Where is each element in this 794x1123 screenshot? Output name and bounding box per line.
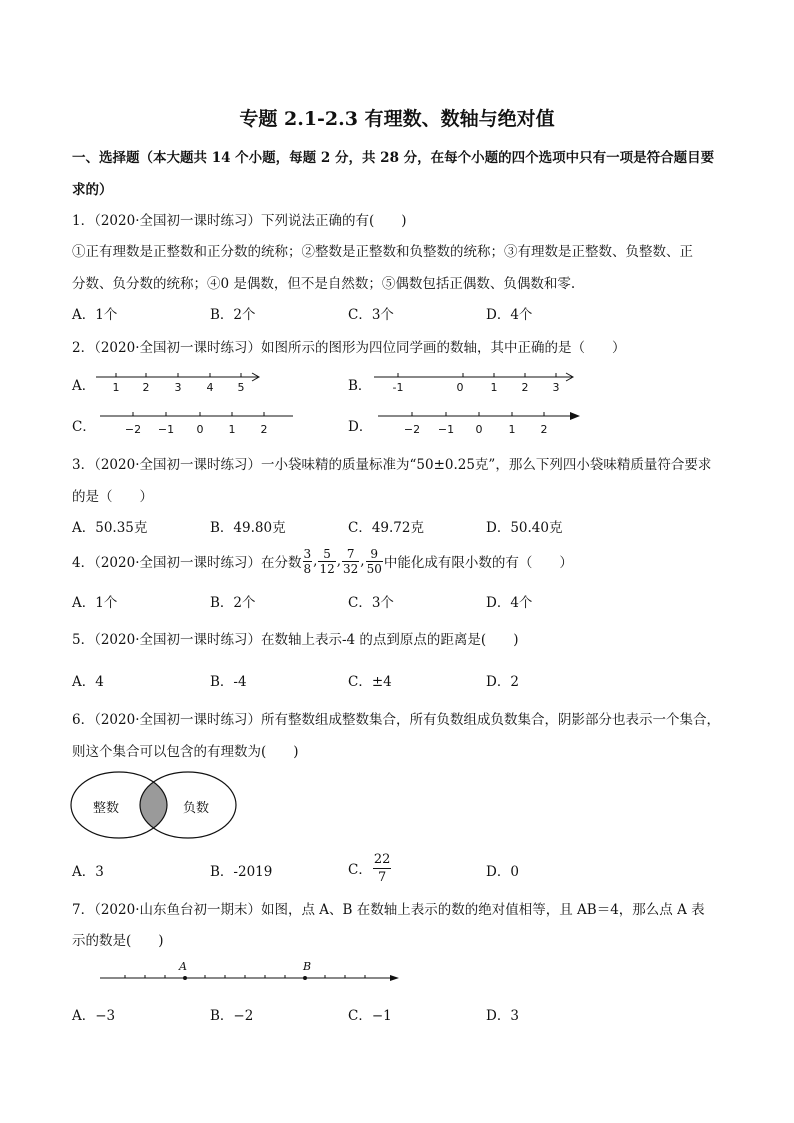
- q7-option-d[interactable]: D．3: [486, 1008, 519, 1024]
- q2-axis-c-tick: −1: [157, 423, 175, 436]
- q7-stem-line1: 7．（2020·山东鱼台初一期末）如图，点 A、B 在数轴上表示的数的绝对值相等，且 AB＝4，那么点 A 表: [72, 902, 705, 918]
- q4-stem: 4．（2020·全国初一课时练习）在分数 $\frac{3}{8}$ , $\frac{5}{12}$ , $\frac{7}{32}$ , $\frac{9}{50}$ 中能化成有限小数的有（ ）: [72, 546, 573, 576]
- q2-axis-d-tick: −1: [437, 423, 455, 436]
- q7-option-a[interactable]: A．−3: [72, 1008, 116, 1024]
- q1-option-a[interactable]: A．1个: [72, 307, 118, 323]
- numerator: 5: [318, 547, 335, 562]
- q3-stem-line2: 的是（ ）: [72, 489, 153, 505]
- q6-option-b[interactable]: B．-2019: [210, 864, 273, 880]
- q4-option-b[interactable]: B．2个: [210, 595, 256, 611]
- q2-axis-a-tick: 4: [206, 381, 214, 394]
- q6-stem-line1: 6．（2020·全国初一课时练习）所有整数组成整数集合，所有负数组成负数集合，阴影部分也表示一个集合，: [72, 712, 720, 728]
- q7-stem-line2: 示的数是( ): [72, 933, 164, 949]
- denominator: 32: [343, 561, 359, 576]
- q5-option-c[interactable]: C．±4: [348, 674, 392, 690]
- q4-fraction: [303, 547, 313, 576]
- q2-axis-b-tick: -1: [392, 381, 404, 394]
- venn-label-integers: 整数: [93, 801, 120, 816]
- q6-option-c-fraction: [373, 851, 392, 886]
- q4-fraction: [342, 547, 359, 576]
- venn-label-negatives: 负数: [183, 801, 210, 816]
- q1-option-d[interactable]: D．4个: [486, 307, 533, 323]
- denominator: 8: [303, 561, 312, 576]
- q6-option-c-label: C．: [348, 862, 372, 878]
- q2-axis-b-tick: 2: [521, 381, 529, 394]
- q4-stem-after: 中能化成有限小数的有（ ）: [383, 555, 573, 571]
- section-heading-line1: 一、选择题（本大题共 14 个小题，每题 2 分，共 28 分，在每个小题的四个选项中只有一项是符合题目要: [72, 150, 715, 166]
- denominator: 50: [366, 561, 382, 576]
- q2-label-c[interactable]: C．: [72, 419, 96, 435]
- q6-option-c[interactable]: [348, 848, 392, 888]
- q1-detail-line2: 分数、负分数的统称；④0 是偶数，但不是自然数；⑤偶数包括正偶数、负偶数和零.: [72, 276, 576, 292]
- q4-stem-before: 4．（2020·全国初一课时练习）在分数: [72, 555, 302, 571]
- q7-point-a-label: A: [179, 960, 187, 973]
- q5-option-b[interactable]: B．-4: [210, 674, 247, 690]
- q6-option-a[interactable]: A．3: [72, 864, 104, 880]
- section-heading-line2: 求的）: [72, 182, 113, 198]
- numerator: 9: [366, 547, 383, 562]
- q2-label-d[interactable]: D．: [348, 419, 373, 435]
- q6-option-d[interactable]: D．0: [486, 864, 519, 880]
- q3-stem-line1: 3．（2020·全国初一课时练习）一小袋味精的质量标准为“50±0.25克”，那么下列四小袋味精质量符合要求: [72, 457, 712, 473]
- page-title: 专题 2.1-2.3 有理数、数轴与绝对值: [239, 108, 555, 130]
- q3-option-b[interactable]: B．49.80克: [210, 520, 286, 536]
- q3-option-c[interactable]: C．49.72克: [348, 520, 424, 536]
- numerator: 7: [342, 547, 359, 562]
- q4-option-c[interactable]: C．3个: [348, 595, 394, 611]
- q2-axis-a-tick: 3: [174, 381, 182, 394]
- denominator: 7: [377, 869, 387, 885]
- q2-axis-a[interactable]: [96, 373, 259, 394]
- q2-label-a[interactable]: A．: [72, 378, 96, 394]
- q7-point-a: [183, 976, 187, 980]
- q7-point-b-label: B: [302, 960, 312, 973]
- q2-stem: 2．（2020·全国初一课时练习）如图所示的图形为四位同学画的数轴，其中正确的是（ ）: [72, 340, 626, 356]
- q2-axis-d-tick: 1: [508, 423, 516, 436]
- q2-axis-c-tick: 0: [196, 423, 204, 436]
- q4-option-a[interactable]: A．1个: [72, 595, 118, 611]
- q1-option-c[interactable]: C．3个: [348, 307, 394, 323]
- q5-option-d[interactable]: D．2: [486, 674, 519, 690]
- q1-stem: 1．（2020·全国初一课时练习）下列说法正确的有( ): [72, 213, 407, 229]
- q1-detail-line1: ①正有理数是正整数和正分数的统称；②整数是正整数和负整数的统称；③有理数是正整数、负整数、正: [72, 244, 693, 260]
- q2-axis-b-tick: 0: [456, 381, 464, 394]
- q2-axis-a-tick: 5: [237, 381, 245, 394]
- q7-option-c[interactable]: C．−1: [348, 1008, 392, 1024]
- q7-number-line: [100, 960, 399, 981]
- q4-option-d[interactable]: D．4个: [486, 595, 533, 611]
- numerator: 3: [303, 546, 312, 561]
- q5-stem: 5．（2020·全国初一课时练习）在数轴上表示-4 的点到原点的距离是( ): [72, 632, 519, 648]
- q2-label-b[interactable]: B．: [348, 378, 372, 394]
- q5-option-a[interactable]: A．4: [72, 674, 104, 690]
- q6-stem-line2: 则这个集合可以包含的有理数为( ): [72, 744, 299, 760]
- q2-axis-d[interactable]: [378, 412, 580, 436]
- q2-axis-a-tick: 2: [142, 381, 150, 394]
- q2-axis-c-tick: −2: [124, 423, 142, 436]
- q2-axis-c-tick: 1: [228, 423, 236, 436]
- q2-axis-d-tick: 0: [475, 423, 483, 436]
- q2-axis-b-tick: 1: [490, 381, 498, 394]
- numerator: 22: [373, 851, 391, 867]
- q1-option-b[interactable]: B．2个: [210, 307, 256, 323]
- q2-axis-c-tick: 2: [260, 423, 268, 436]
- q2-axis-d-tick: −2: [403, 423, 421, 436]
- q2-axis-c[interactable]: [100, 412, 293, 436]
- q2-axis-a-tick: 1: [112, 381, 120, 394]
- q4-fraction: [366, 547, 383, 576]
- q2-axis-d-tick: 2: [540, 423, 548, 436]
- denominator: 12: [319, 561, 335, 576]
- q7-option-b[interactable]: B．−2: [210, 1008, 254, 1024]
- q3-option-a[interactable]: A．50.35克: [72, 520, 148, 536]
- q7-point-b: [303, 976, 307, 980]
- q4-fraction: [318, 547, 335, 576]
- q2-axis-b[interactable]: [374, 373, 573, 394]
- q2-axis-b-tick: 3: [552, 381, 560, 394]
- q3-option-d[interactable]: D．50.40克: [486, 520, 563, 536]
